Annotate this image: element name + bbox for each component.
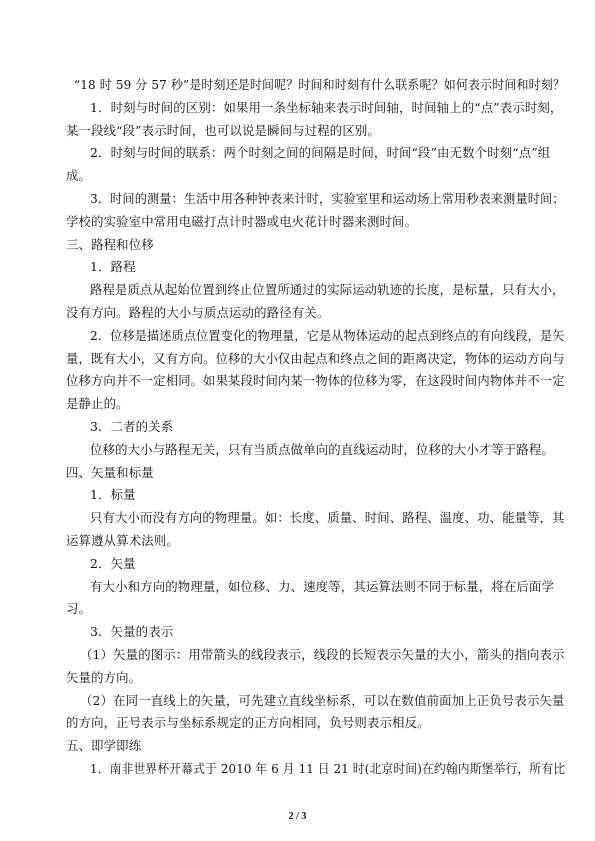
text-line: 习。 xyxy=(66,601,92,617)
text-line: 运算遵从算术法则。 xyxy=(66,533,179,548)
text-line: 量，既有大小，又有方向。位移的大小仅由起点和终点之间的距离决定，物体的运动方向与 xyxy=(66,350,565,366)
text-line: 2．位移是描述质点位置变化的物理量，它是从物体运动的起点到终点的有向线段，是矢 xyxy=(90,327,565,343)
text-line: 位移的大小与路程无关，只有当质点做单向的直线运动时，位移的大小才等于路程。 xyxy=(90,441,555,457)
text-line: 成。 xyxy=(66,168,92,184)
text-line: 2．时刻与时间的联系：两个时刻之间的间隔是时间，时间“段”由无数个时刻“点”组 xyxy=(90,145,551,161)
section-heading: 四、矢量和标量 xyxy=(66,464,154,480)
text-line: 矢量的方向。 xyxy=(66,669,142,685)
text-line: 没有方向。路程的大小与质点运动的路径有关。 xyxy=(66,305,330,320)
text-line: 1．时刻与时间的区别：如果用一条坐标轴来表示时间轴，时间轴上的“点”表示时刻， xyxy=(90,99,563,115)
text-line: 某一段线“段”表示时间，也可以说是瞬间与过程的区别。 xyxy=(66,122,380,138)
text-line: 有大小和方向的物理量，如位移、力、速度等，其运算法则不同于标量，将在后面学 xyxy=(90,578,555,594)
subheading: 3．二者的关系 xyxy=(90,419,174,434)
text-line: 只有大小而没有方向的物理量。如：长度、质量、时间、路程、温度、功、能量等，其 xyxy=(90,510,565,526)
text-line: “18 时 59 分 57 秒”是时刻还是时间呢？时间和时刻有什么联系呢？如何表示时间和时刻？ xyxy=(74,77,565,92)
subheading: 2．矢量 xyxy=(90,555,136,571)
subheading: 1．路程 xyxy=(90,259,136,275)
subheading: 1．标量 xyxy=(90,487,136,503)
text-line: （2）在同一直线上的矢量，可先建立直线坐标系，可以在数值前面加上正负号表示矢量 xyxy=(80,692,565,708)
text-line: 1．南非世界杯开幕式于 2010 年 6 月 11 日 21 时(北京时间)在约翰内斯堡举行，所有比 xyxy=(90,761,566,776)
page-number: 2 / 3 xyxy=(288,811,307,822)
section-heading: 五、即学即练 xyxy=(66,738,142,754)
text-line: （1）矢量的图示：用带箭头的线段表示，线段的长短表示矢量的大小，箭头的指向表示 xyxy=(80,647,565,662)
text-line: 位移方向并不一定相同。如果某段时间内某一物体的位移为零，在这段时间内物体并不一定 xyxy=(66,373,565,389)
text-line: 是静止的。 xyxy=(66,396,129,412)
text-line: 路程是质点从起始位置到终止位置所通过的实际运动轨迹的长度，是标量，只有大小， xyxy=(90,282,565,298)
subheading: 3．矢量的表示 xyxy=(90,624,174,640)
section-heading: 三、路程和位移 xyxy=(66,236,154,252)
text-line: 学校的实验室中常用电磁打点计时器或电火花计时器来测时间。 xyxy=(66,213,418,229)
text-line: 的方向，正号表示与坐标系规定的正方向相同，负号则表示相反。 xyxy=(66,715,430,731)
text-line: 3．时间的测量：生活中用各种钟表来计时，实验室里和运动场上常用秒表来测量时间； xyxy=(90,191,565,206)
